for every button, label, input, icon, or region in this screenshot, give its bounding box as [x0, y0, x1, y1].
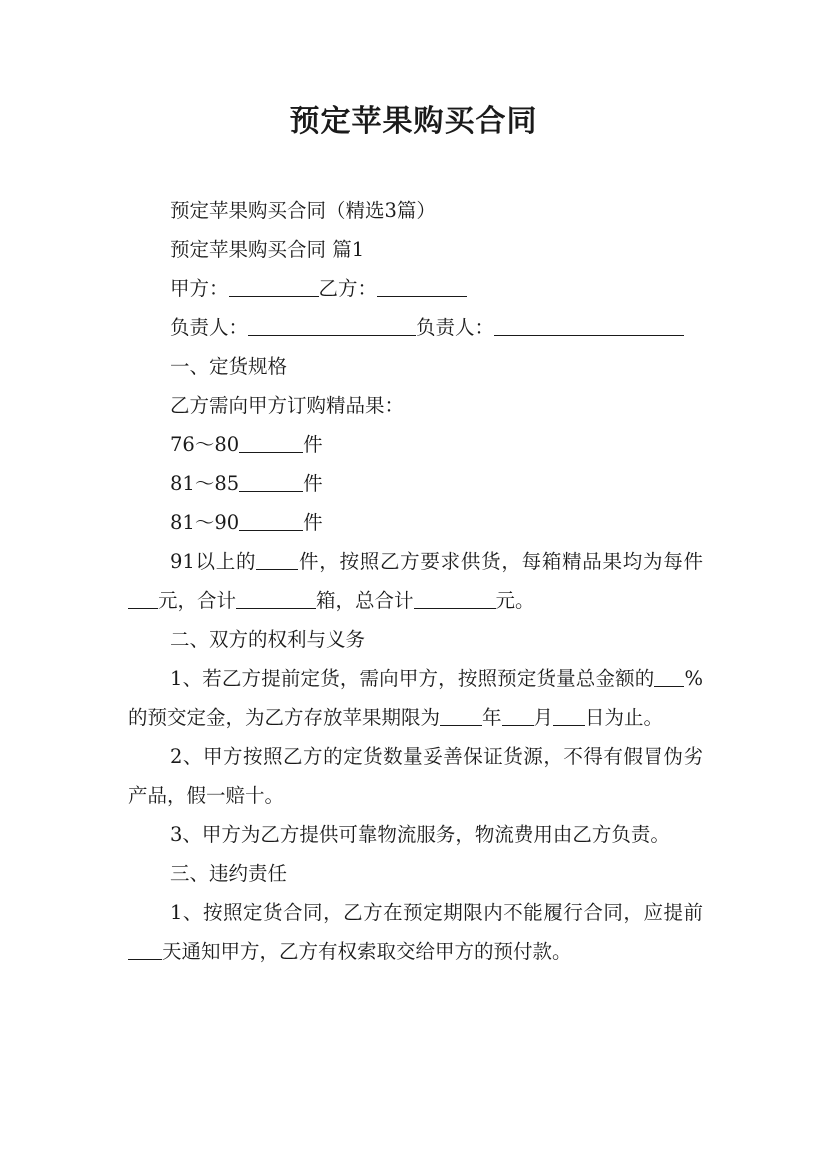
document-title: 预定苹果购买合同 [289, 104, 538, 139]
size-1: 76～80 [170, 433, 240, 456]
person-in-charge-a-blank [248, 315, 416, 336]
heading-breach: 三、违约责任 [170, 862, 288, 885]
party-b-label: 乙方： [318, 277, 378, 300]
size-line-2 [128, 464, 703, 503]
b1-blank-days [128, 939, 162, 960]
b1-text-a: 1、按照定货合同，乙方在预定期限内不能履行合同，应提前 [170, 901, 703, 924]
p91-text-e: 元。 [495, 589, 535, 612]
person-in-charge-a-label: 负责人： [170, 316, 249, 339]
p91-blank-price [128, 588, 158, 609]
breach-item-1 [128, 893, 703, 971]
party-a-blank [229, 276, 319, 297]
r1-text-e: 日为止。 [585, 706, 664, 729]
size-1-unit: 件 [303, 433, 323, 456]
party-b-blank [377, 276, 467, 297]
document-body [128, 191, 703, 971]
party-a-label: 甲方： [170, 277, 229, 300]
person-in-charge-line [128, 308, 703, 347]
rights-item-1 [128, 659, 703, 737]
r1-blank-month [502, 705, 534, 726]
size-2-unit: 件 [303, 472, 323, 495]
r1-blank-year [440, 705, 482, 726]
p91-text-b: 件，按照乙方要求供货，每箱精品果均为每件 [298, 550, 703, 573]
size-2: 81～85 [170, 472, 240, 495]
b1-text-b: 天通知甲方，乙方有权索取交给甲方的预付款。 [162, 940, 572, 963]
rights-item-2: 2、甲方按照乙方的定货数量妥善保证货源，不得有假冒伪劣产品，假一赔十。 [128, 745, 703, 807]
p91-text-a: 91以上的 [170, 550, 257, 573]
rights-item-3: 3、甲方为乙方提供可靠物流服务，物流费用由乙方负责。 [170, 823, 670, 846]
size-2-blank [239, 471, 303, 492]
r1-text-d: 月 [533, 706, 554, 729]
document-subtitle: 预定苹果购买合同（精选3篇） [170, 199, 436, 222]
heading-rights-duties: 二、双方的权利与义务 [170, 628, 366, 651]
heading-order-spec: 一、定货规格 [170, 355, 288, 378]
section-heading: 预定苹果购买合同 篇1 [170, 238, 365, 261]
size-1-blank [239, 432, 303, 453]
order-intro: 乙方需向甲方订购精品果： [170, 394, 405, 417]
size-3: 81～90 [170, 511, 240, 534]
p91-text-d: 箱，总合计 [316, 589, 414, 612]
size-3-blank [239, 510, 303, 531]
party-line [128, 269, 703, 308]
r1-text-a: 1、若乙方提前定货，需向甲方，按照预定货量总金额的 [170, 667, 655, 690]
person-in-charge-b-label: 负责人： [416, 316, 495, 339]
r1-text-c: 年 [482, 706, 502, 729]
size-line-3 [128, 503, 703, 542]
p91-blank-total [414, 588, 496, 609]
size-line-1 [128, 425, 703, 464]
person-in-charge-b-blank [494, 315, 684, 336]
r1-blank-day [553, 705, 585, 726]
r1-text-b: %的预交定金，为乙方存放苹果期限为 [128, 667, 703, 729]
p91-blank-count [256, 549, 298, 570]
p91-blank-boxes [236, 588, 316, 609]
p91-text-c: 元，合计 [158, 589, 237, 612]
r1-blank-percent [654, 666, 684, 687]
paragraph-91-above [128, 542, 703, 620]
size-3-unit: 件 [303, 511, 323, 534]
